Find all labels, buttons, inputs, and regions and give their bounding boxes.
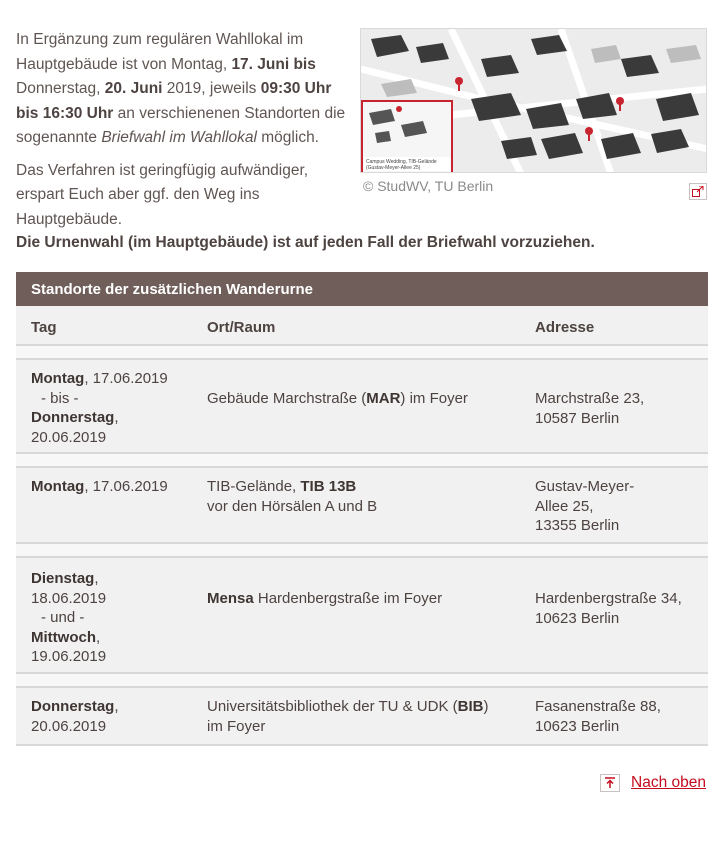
table-spacer bbox=[16, 544, 708, 558]
address-line: 10623 Berlin bbox=[535, 609, 620, 627]
table-spacer bbox=[16, 454, 708, 468]
day-text: , 17.06.2019 bbox=[84, 478, 168, 495]
table-row bbox=[16, 360, 708, 454]
cell-day bbox=[31, 569, 201, 667]
place-text: Gebäude Marchstraße ( bbox=[207, 390, 367, 407]
map-caption: © StudWV, TU Berlin bbox=[363, 178, 494, 194]
table-row bbox=[16, 558, 708, 674]
cell-place bbox=[207, 697, 527, 736]
address-line: Gustav-Meyer- bbox=[535, 478, 635, 495]
place-text: Universitätsbibliothek der TU & UDK ( bbox=[207, 698, 458, 715]
place-text: vor den Hörsälen A und B bbox=[207, 497, 378, 515]
cell-day bbox=[31, 369, 201, 447]
table-caption: Standorte der zusätzlichen Wanderurne bbox=[16, 272, 708, 306]
svg-text:Campus Wedding, TIB-Gelände: Campus Wedding, TIB-Gelände bbox=[366, 159, 437, 165]
place-bold: BIB bbox=[457, 698, 484, 715]
back-to-top-link[interactable] bbox=[600, 774, 706, 792]
address-line: Marchstraße 23, bbox=[535, 390, 645, 407]
place-text: ) im Foyer bbox=[400, 390, 468, 407]
table-spacer bbox=[16, 346, 708, 360]
table-spacer bbox=[16, 674, 708, 688]
cell-place bbox=[207, 389, 527, 409]
address-line: Hardenbergstraße 34, bbox=[535, 590, 682, 607]
table-header-row bbox=[16, 306, 708, 346]
cell-address bbox=[535, 697, 700, 736]
header-adresse: Adresse bbox=[535, 319, 595, 336]
day-text: 20.06.2019 bbox=[31, 717, 107, 735]
day-text: 20.06.2019 bbox=[31, 428, 107, 446]
address-line: 13355 Berlin bbox=[535, 517, 620, 534]
address-line: 10587 Berlin bbox=[535, 409, 620, 427]
header-tag: Tag bbox=[31, 319, 57, 336]
enlarge-image-icon[interactable] bbox=[689, 183, 707, 200]
table-row bbox=[16, 688, 708, 746]
table-row bbox=[16, 468, 708, 544]
place-text: im Foyer bbox=[207, 717, 266, 735]
day-text: , 17.06.2019 bbox=[84, 370, 168, 387]
intro-italic-term: Briefwahl im Wahllokal bbox=[101, 129, 257, 146]
arrow-up-icon[interactable] bbox=[600, 774, 620, 792]
cell-address bbox=[535, 589, 700, 628]
intro-bold-date: 20. Juni bbox=[104, 80, 163, 97]
day-bold: Montag bbox=[31, 478, 85, 495]
day-text: - bis - bbox=[41, 389, 79, 407]
day-text: , bbox=[94, 570, 99, 587]
intro-bold-date: 17. Juni bis bbox=[231, 55, 316, 73]
intro-text bbox=[16, 28, 356, 240]
intro-text-part: an verschienenen Standorten die sogenannte bbox=[16, 104, 346, 146]
day-bold: Donnerstag bbox=[31, 698, 115, 715]
day-bold: Dienstag bbox=[31, 570, 95, 587]
locations-table bbox=[16, 272, 708, 746]
header-ort: Ort/Raum bbox=[207, 319, 276, 336]
day-bold: Donnerstag bbox=[31, 409, 115, 426]
cell-day bbox=[31, 477, 201, 497]
cell-day bbox=[31, 697, 201, 736]
place-text: Hardenbergstraße im Foyer bbox=[253, 590, 443, 607]
intro-paragraph-2: Das Verfahren ist geringfügig aufwändiger, erspart Euch aber ggf. den Weg ins Hauptgebäude. bbox=[16, 161, 309, 228]
back-to-top-label[interactable]: Nach oben bbox=[631, 774, 706, 791]
place-bold: TIB 13B bbox=[300, 478, 357, 495]
place-bold: Mensa bbox=[207, 590, 254, 607]
svg-text:(Gustav-Meyer-Allee 25): (Gustav-Meyer-Allee 25) bbox=[366, 165, 421, 171]
cell-address bbox=[535, 389, 700, 428]
cell-place bbox=[207, 589, 527, 609]
day-text: , bbox=[114, 409, 119, 426]
place-text: TIB-Gelände, bbox=[207, 478, 301, 495]
campus-map-image[interactable] bbox=[360, 28, 707, 173]
map-illustration bbox=[361, 29, 707, 173]
intro-text-part: Donnerstag, bbox=[16, 80, 105, 97]
cell-address bbox=[535, 477, 700, 536]
intro-bold-time: 09:30 Uhr bis 16:30 Uhr bbox=[16, 80, 332, 122]
intro-text-part: In Ergänzung zum regulären Wahllokal im Hauptgebäude ist von Montag, bbox=[16, 31, 304, 73]
address-line: 10623 Berlin bbox=[535, 717, 620, 735]
intro-text-part: möglich. bbox=[256, 129, 319, 146]
day-bold: Montag bbox=[31, 370, 85, 387]
day-text: , bbox=[114, 698, 119, 715]
day-text: 19.06.2019 bbox=[31, 648, 107, 665]
day-text: , bbox=[96, 628, 101, 646]
place-bold: MAR bbox=[366, 390, 401, 407]
address-line: Fasanenstraße 88, bbox=[535, 698, 661, 715]
day-text: - und - bbox=[41, 609, 85, 626]
day-bold: Mittwoch bbox=[31, 628, 96, 646]
day-text: 18.06.2019 bbox=[31, 589, 107, 607]
intro-paragraph-1 bbox=[16, 28, 356, 151]
place-text: ) bbox=[483, 698, 489, 715]
cell-place bbox=[207, 477, 527, 516]
intro-text-part: 2019, jeweils bbox=[162, 80, 261, 97]
address-line: Allee 25, bbox=[535, 497, 594, 515]
urnenwahl-note: Die Urnenwahl (im Hauptgebäude) ist auf jeden Fall der Briefwahl vorzuziehen. bbox=[16, 234, 595, 251]
